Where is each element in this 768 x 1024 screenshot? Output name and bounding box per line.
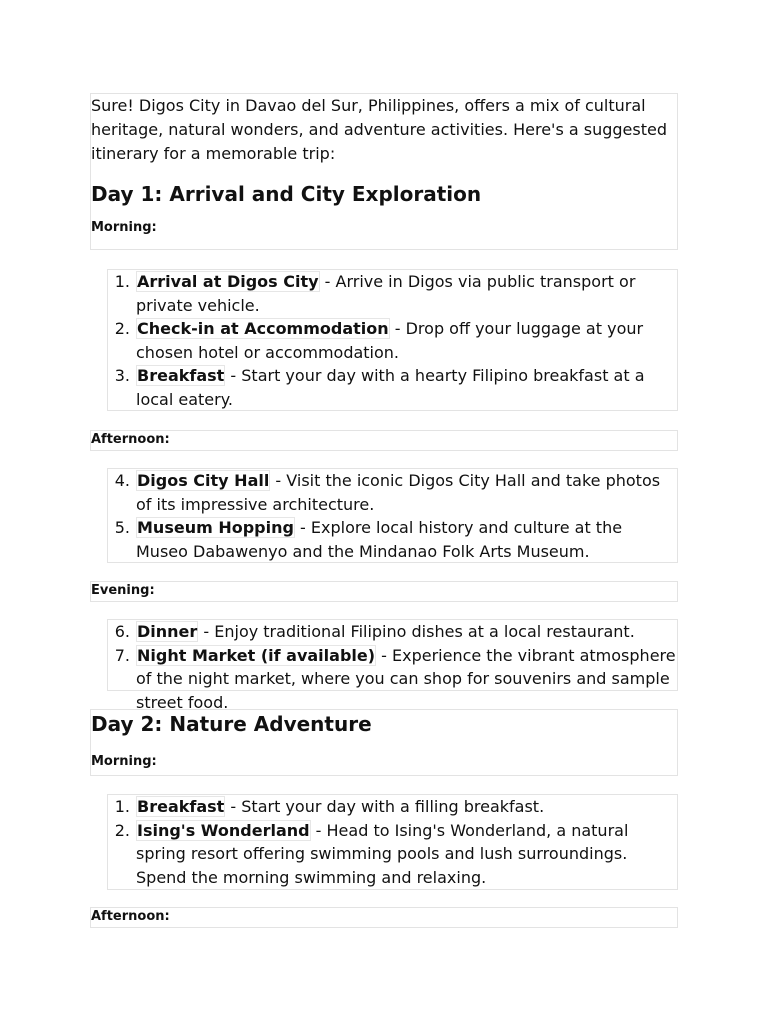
day2-section bbox=[90, 709, 678, 776]
list-item bbox=[108, 317, 677, 364]
item-desc: - Explore local history and culture at the Museo Dabawenyo and the Mindanao Folk Arts Museum. bbox=[136, 518, 623, 561]
day2-heading: Day 2: Nature Adventure bbox=[91, 712, 372, 736]
day1-afternoon-label-box bbox=[90, 430, 678, 451]
list-number: 3. bbox=[114, 366, 130, 385]
item-desc: - Start your day with a filling breakfast. bbox=[225, 797, 545, 816]
day1-evening-label-box bbox=[90, 581, 678, 602]
day1-afternoon-label: Afternoon: bbox=[91, 432, 170, 447]
day2-afternoon-label-box bbox=[90, 907, 678, 928]
day1-heading: Day 1: Arrival and City Exploration bbox=[91, 182, 482, 206]
list-item bbox=[108, 469, 677, 516]
item-term: Digos City Hall bbox=[137, 471, 270, 490]
day1-morning-label: Morning: bbox=[91, 220, 157, 235]
item-term: Night Market (if available) bbox=[137, 645, 376, 665]
list-item bbox=[108, 364, 677, 411]
list-number: 1. bbox=[114, 797, 130, 816]
list-item bbox=[108, 270, 677, 317]
item-term: Breakfast bbox=[137, 366, 225, 385]
item-term: Breakfast bbox=[137, 797, 225, 816]
day1-evening-list bbox=[108, 620, 677, 714]
item-desc: - Start your day with a hearty Filipino breakfast at a local eatery. bbox=[136, 366, 645, 409]
list-item bbox=[108, 620, 677, 644]
list-item bbox=[108, 516, 677, 563]
item-desc: - Head to Ising's Wonderland, a natural spring resort offering swimming pools and lush surroundings. Spend the morning swimming and relaxing. bbox=[136, 820, 629, 887]
item-desc: - Experience the vibrant atmosphere of the night market, where you can shop for souvenirs and sample street food. bbox=[136, 645, 676, 712]
intro-paragraph: Sure! Digos City in Davao del Sur, Philippines, offers a mix of cultural heritage, natural wonders, and adventure activities. Here's a suggested itinerary for a memorable trip: bbox=[91, 96, 668, 163]
item-term: Museum Hopping bbox=[137, 518, 294, 537]
item-term: Check-in at Accommodation bbox=[137, 319, 389, 338]
item-term: Arrival at Digos City bbox=[137, 272, 319, 291]
day2-morning-list-box bbox=[107, 794, 678, 890]
list-item bbox=[108, 819, 677, 890]
item-term: Dinner bbox=[137, 622, 198, 641]
list-number: 7. bbox=[114, 645, 130, 665]
document-page bbox=[90, 93, 678, 928]
day1-evening-list-box bbox=[107, 619, 678, 712]
item-desc: - Visit the iconic Digos City Hall and take photos of its impressive architecture. bbox=[136, 471, 661, 514]
list-number: 1. bbox=[114, 272, 130, 291]
day1-evening-label: Evening: bbox=[91, 583, 155, 598]
list-number: 4. bbox=[114, 471, 130, 490]
list-item bbox=[108, 644, 677, 715]
day2-morning-list bbox=[108, 795, 677, 889]
list-number: 2. bbox=[114, 319, 130, 338]
day1-morning-list bbox=[108, 270, 677, 411]
list-number: 5. bbox=[114, 518, 130, 537]
day1-afternoon-list bbox=[108, 469, 677, 563]
day1-morning-list-box bbox=[107, 269, 678, 411]
item-term: Ising's Wonderland bbox=[137, 820, 310, 840]
day2-afternoon-label: Afternoon: bbox=[91, 909, 170, 924]
item-desc: - Enjoy traditional Filipino dishes at a local restaurant. bbox=[198, 622, 635, 641]
item-desc: - Drop off your luggage at your chosen hotel or accommodation. bbox=[136, 319, 644, 362]
day1-afternoon-list-box bbox=[107, 468, 678, 563]
list-item bbox=[108, 795, 677, 819]
list-number: 6. bbox=[114, 622, 130, 641]
intro-section bbox=[90, 93, 678, 250]
list-number: 2. bbox=[114, 820, 130, 840]
item-desc: - Arrive in Digos via public transport or private vehicle. bbox=[136, 272, 636, 315]
day2-morning-label: Morning: bbox=[91, 754, 157, 769]
